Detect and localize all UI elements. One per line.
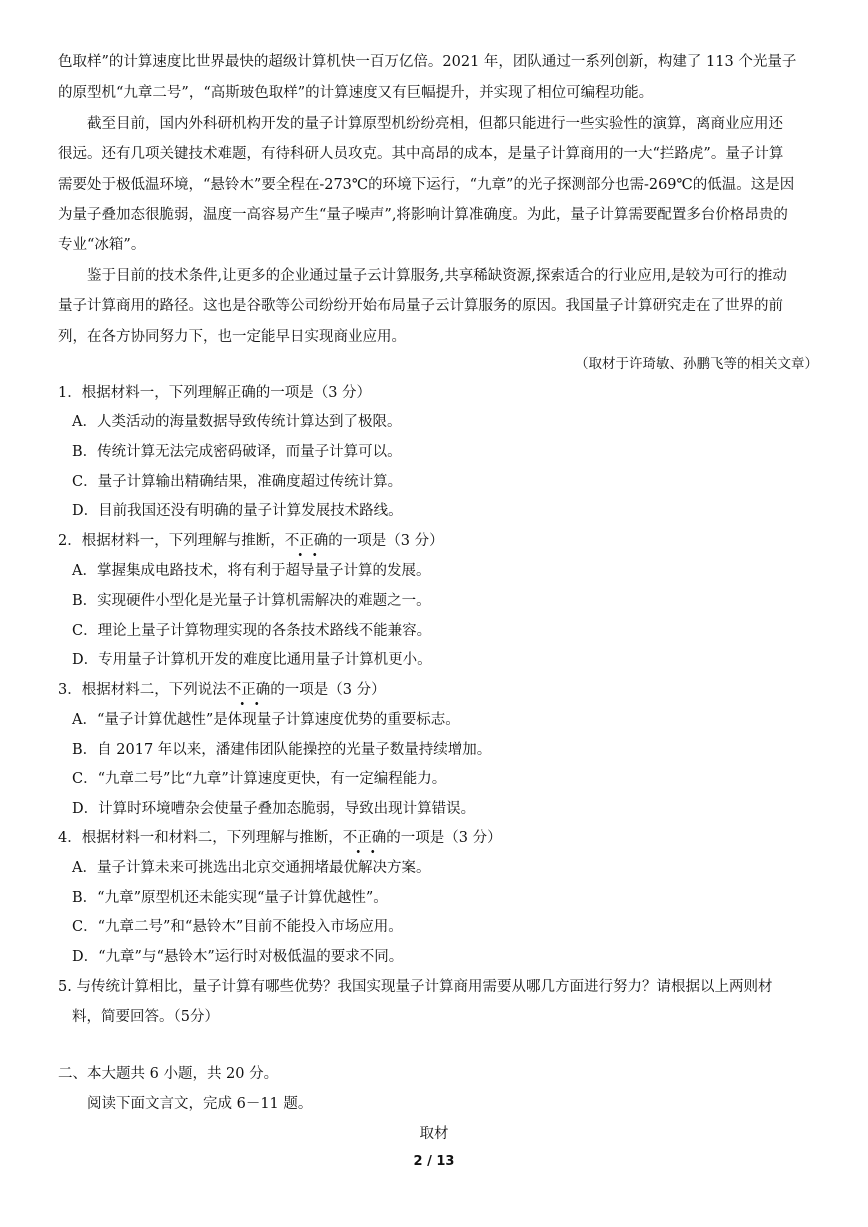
passage-line: 的原型机“九章二号”，“高斯玻色取样”的计算速度又有巨幅提升，并实现了相位可编程功能。	[58, 85, 654, 101]
emphasis-mark: 不正确	[226, 682, 271, 698]
option-c: C．量子计算输出精确结果，准确度超过传统计算。	[72, 474, 403, 490]
question-3-stem	[58, 680, 818, 700]
stem-text: 的一项是（3 分）	[270, 682, 386, 698]
section-instruction: 阅读下面文言文，完成 6－11 题。	[87, 1096, 313, 1112]
option-d: D．目前我国还没有明确的量子计算发展技术路线。	[72, 503, 403, 519]
source-attribution: （取材于许琦敏、孙鹏飞等的相关文章）	[575, 356, 818, 372]
option-c: C．理论上量子计算物理实现的各条技术路线不能兼容。	[72, 623, 432, 639]
emphasis-mark: 不正确	[342, 830, 387, 846]
question-5-stem-cont: 料，简要回答。（5分）	[72, 1009, 219, 1025]
stem-text: 的一项是（3 分）	[386, 830, 502, 846]
option-a: A．人类活动的海量数据导致传统计算达到了极限。	[72, 414, 402, 430]
option-d: D．专用量子计算机开发的难度比通用量子计算机更小。	[72, 652, 432, 668]
option-b: B．传统计算无法完成密码破译，而量子计算可以。	[72, 444, 402, 460]
option-a: A．“量子计算优越性”是体现量子计算速度优势的重要标志。	[72, 712, 460, 728]
option-a: A．掌握集成电路技术，将有利于超导量子计算的发展。	[72, 563, 431, 579]
passage-line: 为量子叠加态很脆弱，温度一高容易产生“量子噪声”,将影响计算准确度。为此，量子计算需要配置多台价格昂贵的	[58, 207, 788, 223]
stem-text: 4．根据材料一和材料二，下列理解与推断，	[58, 830, 343, 846]
page-number: 2 / 13	[413, 1154, 455, 1169]
question-2-stem	[58, 531, 818, 551]
passage-line: 列，在各方协同努力下，也一定能早日实现商业应用。	[58, 329, 406, 345]
option-b: B．“九章”原型机还未能实现“量子计算优越性”。	[72, 890, 388, 906]
option-b: B．自 2017 年以来，潘建伟团队能操控的光量子数量持续增加。	[72, 742, 492, 758]
question-5-stem: 5. 与传统计算相比，量子计算有哪些优势？我国实现量子计算商用需要从哪几方面进行努力？请根据以上两则材	[58, 979, 773, 995]
passage-line: 专业“冰箱”。	[58, 237, 146, 253]
passage-line: 需要处于极低温环境，“悬铃木”要全程在-273℃的环境下运行，“九章”的光子探测部分也需-269℃的低温。这是因	[58, 177, 795, 193]
passage-line: 量子计算商用的路径。这也是谷歌等公司纷纷开始布局量子云计算服务的原因。我国量子计算研究走在了世界的前	[58, 298, 783, 314]
stem-text: 的一项是（3 分）	[328, 533, 444, 549]
option-d: D．“九章”与“悬铃木”运行时对极低温的要求不同。	[72, 949, 404, 965]
option-b: B．实现硬件小型化是光量子计算机需解决的难题之一。	[72, 593, 431, 609]
passage-line: 色取样”的计算速度比世界最快的超级计算机快一百万亿倍。2021 年，团队通过一系列创新，构建了 113 个光量子	[58, 54, 797, 70]
option-c: C．“九章二号”比“九章”计算速度更快，有一定编程能力。	[72, 771, 447, 787]
stem-text: 3．根据材料二，下列说法	[58, 682, 227, 698]
stem-text: 2．根据材料一，下列理解与推断，	[58, 533, 285, 549]
passage-line: 截至目前，国内外科研机构开发的量子计算原型机纷纷亮相，但都只能进行一些实验性的演算，离商业应用还	[87, 116, 783, 132]
option-a: A．量子计算未来可挑选出北京交通拥堵最优解决方案。	[72, 860, 431, 876]
option-d: D．计算时环境嘈杂会使量子叠加态脆弱，导致出现计算错误。	[72, 801, 476, 817]
section-heading: 二、本大题共 6 小题，共 20 分。	[58, 1066, 279, 1082]
question-4-stem	[58, 828, 818, 848]
option-c: C．“九章二号”和“悬铃木”目前不能投入市场应用。	[72, 919, 403, 935]
emphasis-mark: 不正确	[284, 533, 329, 549]
passage-line: 鉴于目前的技术条件,让更多的企业通过量子云计算服务,共享稀缺资源,探索适合的行业应用,是较为可行的推动	[87, 268, 787, 284]
passage-line: 很远。还有几项关键技术难题，有待科研人员攻克。其中高昂的成本，是量子计算商用的一大“拦路虎”。量子计算	[58, 146, 784, 162]
question-1-stem: 1．根据材料一，下列理解正确的一项是（3 分）	[58, 385, 372, 401]
passage-title: 取材	[419, 1126, 449, 1142]
